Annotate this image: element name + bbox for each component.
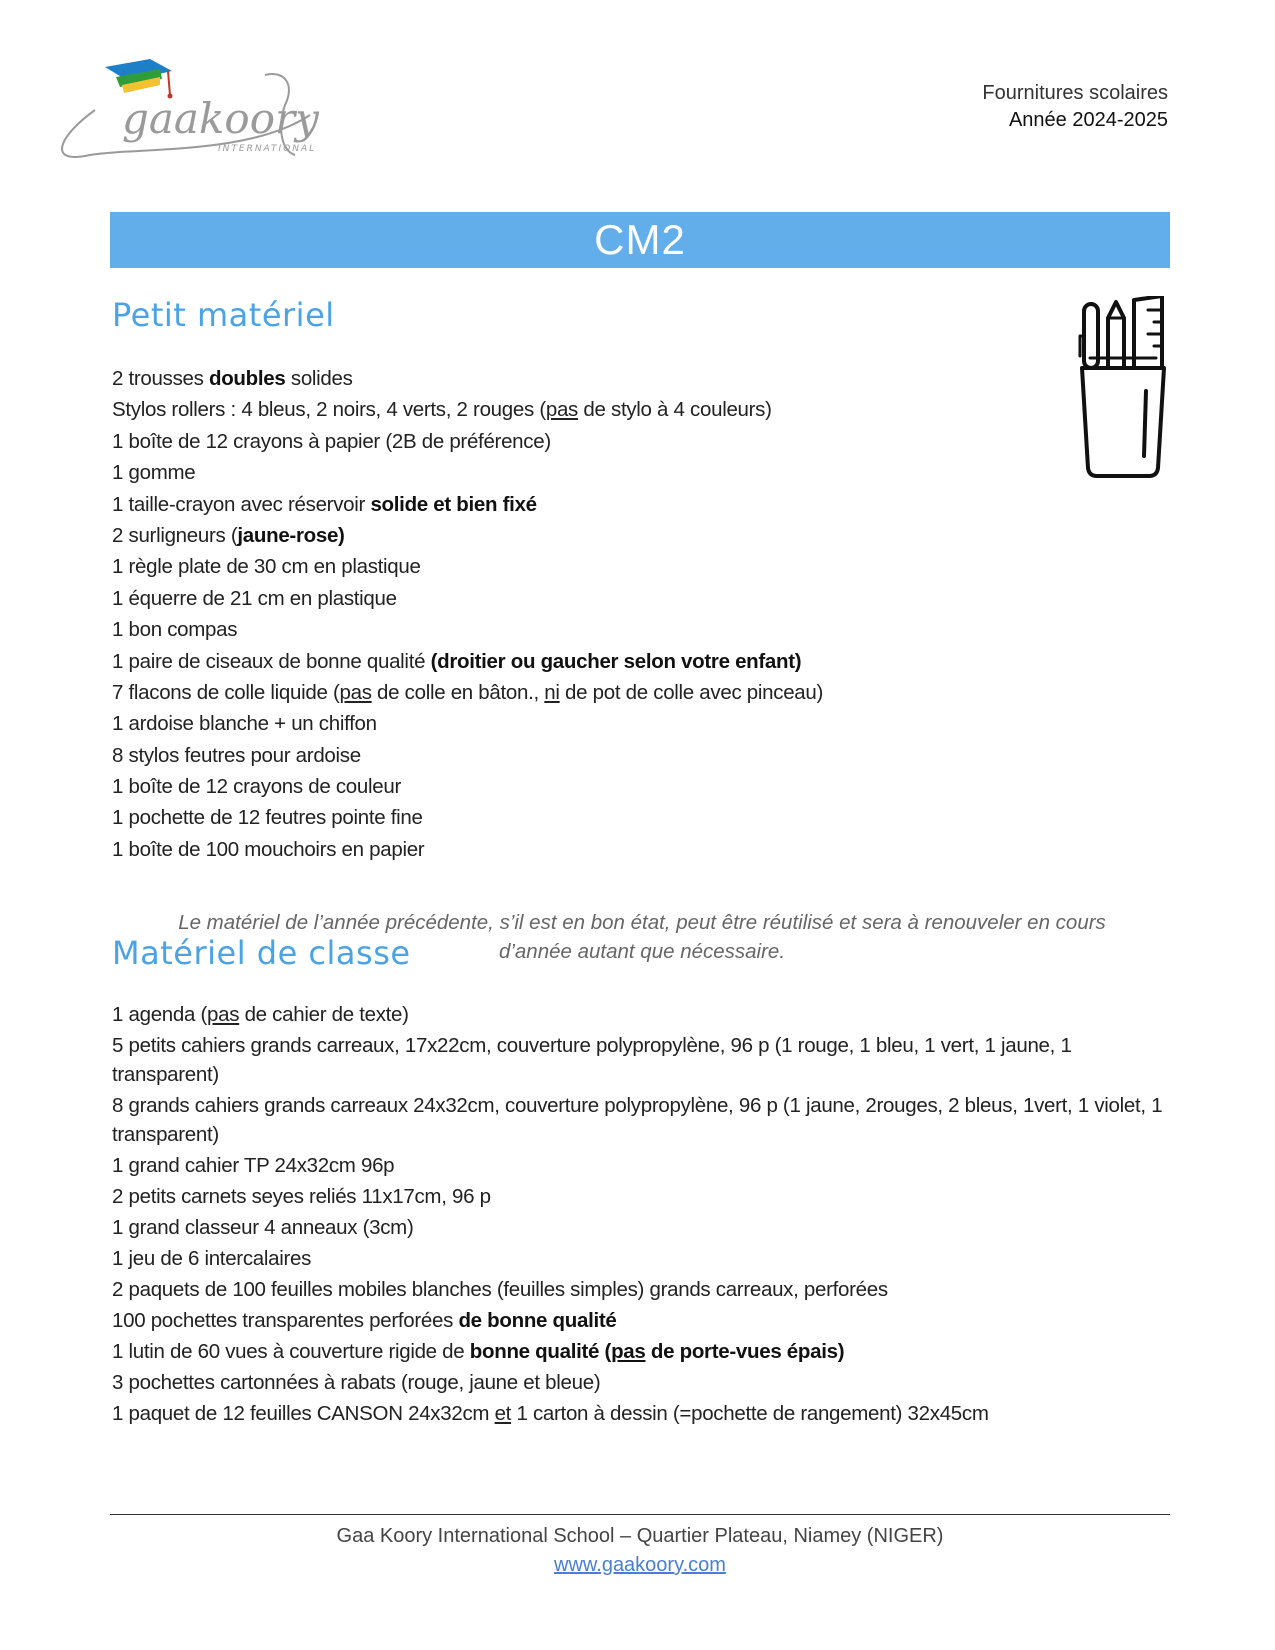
list-item-text: ni xyxy=(544,680,560,704)
footer xyxy=(110,1522,1170,1580)
list-item-text: 1 lutin de 60 vues à couverture rigide de xyxy=(112,1340,470,1363)
header-line-2: Année 2024-2025 xyxy=(1008,109,1168,131)
section-title-petit-materiel: Petit matériel xyxy=(112,296,335,334)
list-item xyxy=(112,1368,1172,1397)
list-item xyxy=(112,1306,1172,1335)
list-item-text: 5 petits cahiers grands carreaux, 17x22cm, couverture polypropylène, 96 p (1 rouge, 1 bleu, 1 vert, 1 jaune, 1 transparent) xyxy=(112,1034,1072,1086)
footer-address: Gaa Koory International School – Quartier Plateau, Niamey (NIGER) xyxy=(336,1525,944,1547)
list-item-text: 8 grands cahiers grands carreaux 24x32cm, couverture polypropylène, 96 p (1 jaune, 2rouges, 2 bleus, 1vert, 1 violet, 1 transparent) xyxy=(112,1094,1163,1146)
materiel-classe-list xyxy=(112,1000,1172,1430)
list-item xyxy=(112,583,1172,614)
list-item-text: 1 grand classeur 4 anneaux (3cm) xyxy=(112,1216,414,1239)
list-item xyxy=(112,489,1172,520)
logo-text: gaakoory xyxy=(122,94,319,143)
list-item-text: 1 équerre de 21 cm en plastique xyxy=(112,586,397,610)
list-item-text: 1 grand cahier TP 24x32cm 96p xyxy=(112,1154,395,1177)
list-item-text: 1 gomme xyxy=(112,461,196,485)
list-item-text: solides xyxy=(285,367,353,390)
list-item-text xyxy=(611,1340,645,1363)
list-item xyxy=(112,614,1172,645)
list-item-text: 1 bon compas xyxy=(112,618,238,642)
list-item-text: 1 paire de ciseaux de bonne qualité xyxy=(112,649,431,673)
list-item-text: Stylos rollers : 4 bleus, 2 noirs, 4 verts, 2 rouges ( xyxy=(112,398,546,422)
list-item xyxy=(112,1244,1172,1273)
list-item-text: 1 boîte de 12 crayons de couleur xyxy=(112,775,401,799)
list-item-text: 2 surligneurs ( xyxy=(112,523,238,547)
list-item-text: 1 taille-crayon avec réservoir xyxy=(112,492,371,516)
list-item xyxy=(112,1091,1172,1149)
list-item-text: 1 pochette de 12 feutres pointe fine xyxy=(112,806,423,830)
header-line-1: Fournitures scolaires xyxy=(982,82,1168,104)
list-item xyxy=(112,834,1172,865)
list-item-text: de pot de colle avec pinceau) xyxy=(559,680,824,704)
list-item-text: de colle en bâton., xyxy=(371,680,545,704)
list-item-text: 8 stylos feutres pour ardoise xyxy=(112,743,361,767)
list-item-text: et xyxy=(494,1402,512,1425)
list-item-text: pas xyxy=(611,1340,646,1363)
list-item-text: 1 paquet de 12 feuilles CANSON 24x32cm xyxy=(112,1402,495,1425)
list-item xyxy=(112,426,1172,457)
list-item xyxy=(112,520,1172,551)
school-logo xyxy=(50,55,350,175)
list-item-text: 2 trousses xyxy=(112,367,209,390)
list-item xyxy=(112,708,1172,739)
list-item-text: 2 paquets de 100 feuilles mobiles blanches (feuilles simples) grands carreaux, perforées xyxy=(112,1278,888,1301)
website-link[interactable]: www.gaakoory.com xyxy=(554,1554,726,1576)
list-item-text: de porte-vues épais) xyxy=(645,1340,845,1363)
class-banner: CM2 xyxy=(110,212,1170,268)
list-item-text: 1 règle plate de 30 cm en plastique xyxy=(112,555,421,579)
list-item-text: 1 jeu de 6 intercalaires xyxy=(112,1247,312,1270)
list-item-text: 100 pochettes transparentes perforées xyxy=(112,1309,459,1332)
list-item-text: 1 ardoise blanche + un chiffon xyxy=(112,712,377,736)
list-item-text: solide et bien fixé xyxy=(370,492,537,516)
list-item xyxy=(112,1275,1172,1304)
list-item-text: 1 agenda ( xyxy=(112,1003,208,1026)
list-item-text: pas xyxy=(207,1003,240,1026)
list-item xyxy=(112,1182,1172,1211)
list-item-text: (droitier ou gaucher selon votre enfant) xyxy=(430,649,802,673)
petit-materiel-list xyxy=(112,363,1172,865)
list-item xyxy=(112,1213,1172,1242)
list-item xyxy=(112,1151,1172,1180)
list-item xyxy=(112,802,1172,833)
list-item xyxy=(112,394,1172,425)
list-item-text: 3 pochettes cartonnées à rabats (rouge, jaune et bleue) xyxy=(112,1371,601,1394)
list-item xyxy=(112,740,1172,771)
list-item xyxy=(112,771,1172,802)
document-header xyxy=(982,80,1168,134)
list-item-text: 1 carton à dessin (=pochette de rangement) 32x45cm xyxy=(511,1402,989,1425)
list-item xyxy=(112,551,1172,582)
reuse-note-line-1: Le matériel de l’année précédente, s’il est en bon état, peut être réutilisé et sera à renouveler en cours xyxy=(178,911,1106,934)
list-item-text: 2 petits carnets seyes reliés 11x17cm, 96 p xyxy=(112,1185,491,1208)
list-item xyxy=(112,457,1172,488)
list-item-text: jaune-rose) xyxy=(237,523,345,547)
list-item xyxy=(112,1031,1172,1089)
list-item xyxy=(112,677,1172,708)
list-item-text: de cahier de texte) xyxy=(239,1003,409,1026)
list-item xyxy=(112,646,1172,677)
list-item-text: de bonne qualité xyxy=(458,1309,617,1332)
list-item-text: pas xyxy=(545,398,579,422)
list-item xyxy=(112,363,1172,394)
list-item-text: pas xyxy=(339,680,372,704)
list-item-text: 7 flacons de colle liquide ( xyxy=(112,680,340,704)
section-title-materiel-de-classe: Matériel de classe xyxy=(112,934,411,972)
list-item-text: de stylo à 4 couleurs) xyxy=(578,398,772,422)
footer-divider xyxy=(110,1514,1170,1515)
logo-subtext: INTERNATIONAL xyxy=(218,144,317,154)
reuse-note-line-2: d’année autant que nécessaire. xyxy=(498,940,786,963)
list-item-text: 1 boîte de 12 crayons à papier (2B de préférence) xyxy=(112,429,551,453)
list-item xyxy=(112,1337,1172,1366)
list-item-text: doubles xyxy=(208,367,286,390)
list-item xyxy=(112,1399,1172,1428)
list-item-text: 1 boîte de 100 mouchoirs en papier xyxy=(112,837,425,861)
list-item-text: bonne qualité ( xyxy=(469,1340,612,1363)
list-item xyxy=(112,1000,1172,1029)
